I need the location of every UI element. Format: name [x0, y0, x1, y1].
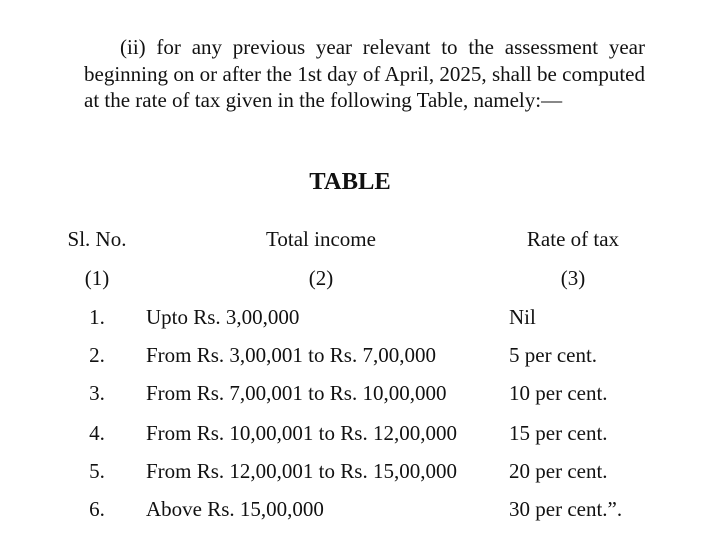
row-sl-no: 4. — [89, 421, 105, 445]
row-total-income: From Rs. 10,00,001 to Rs. 12,00,000 — [146, 421, 457, 445]
header-total-income: Total income — [266, 227, 376, 251]
column-number-1: (1) — [84, 266, 110, 290]
table-row — [0, 381, 717, 409]
column-number-3: (3) — [560, 266, 586, 290]
table-row — [0, 497, 717, 525]
row-total-income: From Rs. 12,00,001 to Rs. 15,00,000 — [146, 459, 457, 483]
table-title: TABLE — [309, 168, 391, 195]
header-sl-no: Sl. No. — [67, 227, 127, 251]
table-row — [0, 421, 717, 449]
table-row — [0, 459, 717, 487]
table-column-number-row — [0, 266, 717, 294]
column-number-2: (2) — [308, 266, 334, 290]
row-sl-no: 2. — [89, 343, 105, 367]
row-sl-no: 3. — [89, 381, 105, 405]
row-sl-no: 5. — [89, 459, 105, 483]
table-row — [0, 305, 717, 333]
row-sl-no: 1. — [89, 305, 105, 329]
table-row — [0, 343, 717, 371]
row-rate-of-tax: 20 per cent. — [509, 459, 608, 483]
header-rate-of-tax: Rate of tax — [526, 227, 620, 251]
clause-paragraph: (ii) for any previous year relevant to the assessment year beginning on or after the 1st day of April, 2025, shall be computed at the rate of tax given in the following Table, namely:— — [84, 35, 645, 112]
row-rate-of-tax: 5 per cent. — [509, 343, 598, 367]
row-rate-of-tax: 30 per cent.”. — [509, 497, 623, 521]
row-total-income: From Rs. 3,00,001 to Rs. 7,00,000 — [146, 343, 436, 367]
row-rate-of-tax: 15 per cent. — [509, 421, 608, 445]
table-header-row — [0, 227, 717, 255]
row-total-income: From Rs. 7,00,001 to Rs. 10,00,000 — [146, 381, 447, 405]
row-rate-of-tax: Nil — [509, 305, 536, 329]
row-total-income: Above Rs. 15,00,000 — [146, 497, 324, 521]
row-rate-of-tax: 10 per cent. — [509, 381, 608, 405]
row-total-income: Upto Rs. 3,00,000 — [146, 305, 300, 329]
row-sl-no: 6. — [89, 497, 105, 521]
